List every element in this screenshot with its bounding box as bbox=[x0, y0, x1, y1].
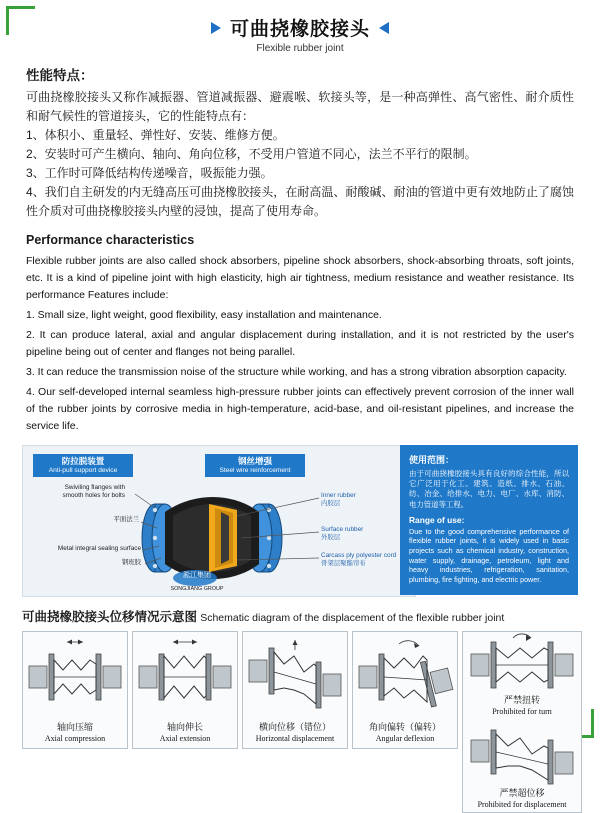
callout-metal-sealing: Metal integral sealing surface bbox=[57, 545, 141, 552]
displacement-title-en: Schematic diagram of the displacement of the flexible rubber joint bbox=[200, 612, 505, 624]
displacement-cell-axial-extension bbox=[132, 631, 238, 749]
displacement-cell-horizontal-displacement bbox=[242, 631, 348, 749]
chinese-heading: 性能特点： bbox=[26, 68, 94, 83]
displacement-caption: 横向位移（错位） Horizontal displacement bbox=[255, 722, 335, 743]
english-item: 1. Small size, light weight, good flexibility, easy installation and maintenance. bbox=[26, 309, 382, 321]
displacement-caption: 轴向压缩 Axial compression bbox=[44, 722, 106, 743]
page-header bbox=[0, 0, 600, 54]
usage-text-cn: 由于可曲挠橡胶接头具有良好的综合性能，所以它广泛用于化工、建筑、造纸、排水、石油、纺、冶金、给排水、电力、电厂、水库、消防、电力管道等工程。 bbox=[409, 469, 569, 509]
callout-steel-rubber: 钢班胶 bbox=[121, 559, 141, 566]
chinese-intro: 可曲挠橡胶接头又称作减振器、管道减振器、避震喉、软接头等，是一种高弹性、高气密性、耐介质性和耐气候性的管道接头，它的性能特点有： bbox=[26, 90, 574, 123]
axial-compression-diagram bbox=[23, 632, 127, 724]
chinese-item: 3、工作时可降低结构传递噪音，吸振能力强。 bbox=[26, 166, 273, 180]
prohibited-turn-caption: 严禁扭转 Prohibited for turn bbox=[492, 695, 552, 716]
displacement-cell-prohibited bbox=[462, 631, 582, 813]
callout-carcass-ply: Carcass ply polyester cord 骨架层聚酯帘布 bbox=[321, 552, 397, 567]
page-subtitle: Flexible rubber joint bbox=[256, 43, 344, 54]
callout-flat-flange: 平面法兰 bbox=[113, 516, 139, 523]
prohibited-displacement-caption: 严禁超位移 Prohibited for displacement bbox=[477, 788, 567, 809]
product-figure bbox=[22, 445, 578, 595]
figure-tag-steel-wire: 钢丝增强 Steel wire reinforcement bbox=[205, 454, 305, 477]
brand-logo-en: SONGJIANG GROUP bbox=[170, 586, 224, 592]
english-intro: Flexible rubber joints are also called shock absorbers, pipeline shock absorbers, shock-absorbing throats, soft joints, etc. It is a kind of pipeline joint with high elasticity, high air tightness, medium resistance and weather resistance. Its performance Features include: bbox=[26, 255, 574, 301]
chinese-item: 4、我们自主研发的内无缝高压可曲挠橡胶接头，在耐高温、耐酸碱、耐油的管道中更有效地防止了腐蚀性介质对可曲挠橡胶接头内壁的浸蚀，提高了使用寿命。 bbox=[26, 185, 574, 218]
displacement-grid bbox=[22, 631, 578, 813]
displacement-caption: 轴向伸长 Axial extension bbox=[159, 722, 211, 743]
displacement-cell-axial-compression bbox=[22, 631, 128, 749]
prohibited-turn-diagram bbox=[463, 632, 581, 698]
chinese-item: 1、体积小、重量轻、弹性好、安装、维修方便。 bbox=[26, 128, 285, 142]
displacement-title bbox=[22, 607, 578, 625]
displacement-cell-angular-deflexion bbox=[352, 631, 458, 749]
axial-extension-diagram bbox=[133, 632, 237, 724]
page-title: 可曲挠橡胶接头 bbox=[229, 19, 370, 40]
prohibited-displacement-diagram bbox=[463, 726, 581, 788]
english-item: 3. It can reduce the transmission noise of the structure while working, and has a strong vibration absorption capacity. bbox=[26, 366, 567, 378]
callout-inner-rubber: Inner rubber 内胶层 bbox=[321, 492, 356, 507]
usage-title-cn: 使用范围： bbox=[409, 455, 455, 465]
callout-swiveling-flanges: Swiviling flanges with smooth holes for bolts bbox=[62, 484, 125, 499]
corner-mark-top-left bbox=[6, 6, 35, 35]
english-item: 4. Our self-developed internal seamless high-pressure rubber joints can effectively prevent corrosion of the inner wall of the rubber joints by corrosive media in high-temperature, acid-base, and oil-resistant pipelines, and increase the service life. bbox=[26, 386, 574, 432]
angular-deflexion-diagram bbox=[353, 632, 457, 724]
usage-info-panel bbox=[400, 445, 578, 595]
horizontal-displacement-diagram bbox=[243, 632, 347, 724]
figure-tag-anti-pull: 防拉脱装置 Anti-pull support device bbox=[33, 454, 133, 477]
displacement-title-cn: 可曲挠橡胶接头位移情况示意图 bbox=[22, 610, 198, 624]
triangle-right-icon bbox=[211, 22, 221, 34]
english-heading: Performance characteristics bbox=[26, 233, 195, 247]
usage-title-en: Range of use: bbox=[409, 514, 465, 525]
triangle-left-icon bbox=[379, 22, 389, 34]
displacement-caption: 角向偏转（偏转） Angular deflexion bbox=[368, 722, 441, 743]
english-section bbox=[26, 233, 574, 435]
chinese-item: 2、安装时可产生横向、轴向、角向位移，不受用户管道不同心，法兰不平行的限制。 bbox=[26, 147, 477, 161]
usage-text-en: Due to the good comprehensive performance of flexible rubber joints, it is widely used in basic projects such as chemical industry, construction, water supply, drainage, petroleum, light and heavy industries, refrigeration, sanitation, plumbing, fire fighting, and electric power. bbox=[409, 526, 569, 584]
brand-logo-text: 淞江集团 bbox=[183, 572, 211, 579]
callout-surface-rubber: Surface rubber 外胶层 bbox=[321, 526, 364, 541]
english-item: 2. It can produce lateral, axial and angular displacement during installation, and it is not restricted by the user's pipeline being out of center and flanges not being parallel. bbox=[26, 329, 574, 358]
figure-illustration-panel bbox=[22, 445, 416, 597]
chinese-section bbox=[26, 64, 574, 221]
